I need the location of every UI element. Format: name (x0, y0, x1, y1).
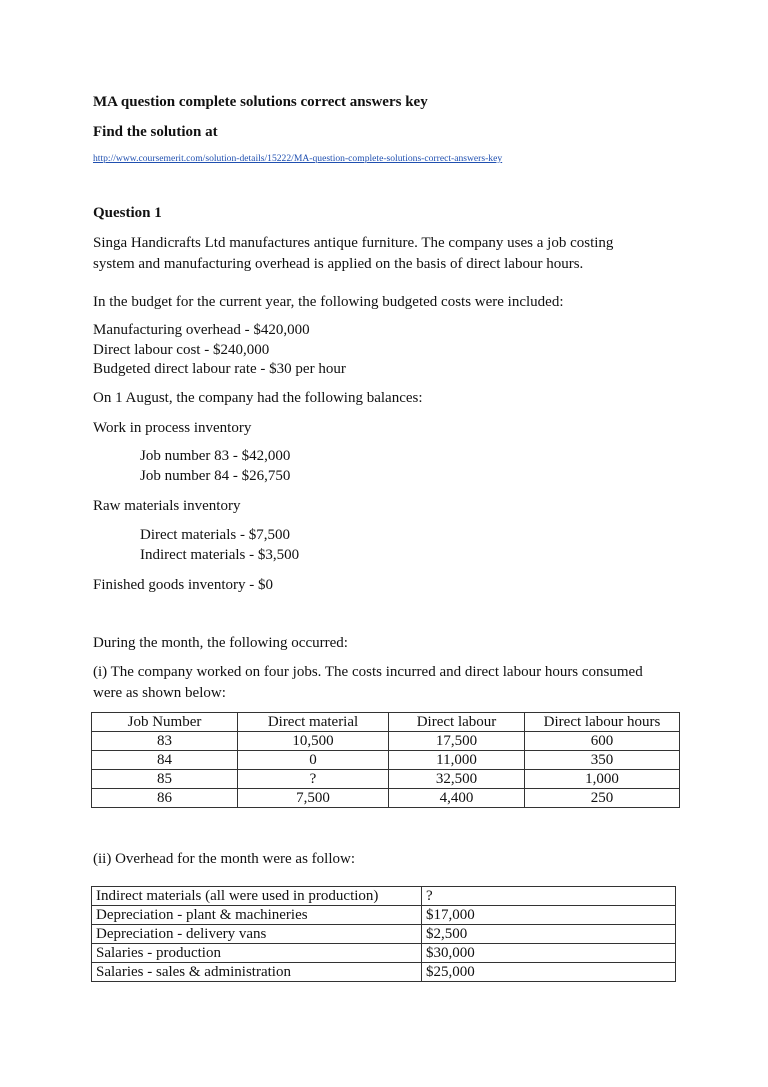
cell: 7,500 (238, 789, 389, 808)
table-row (92, 770, 680, 789)
intro-line: system and manufacturing overhead is applied on the basis of direct labour hours. (93, 256, 584, 272)
solution-link[interactable]: http://www.coursemerit.com/solution-details/15222/MA-question-complete-solutions-correct-answers-key (93, 153, 503, 164)
header-cell: Job Number (92, 713, 238, 732)
cell: 10,500 (238, 732, 389, 751)
raw-item: Direct materials - $7,500 (140, 527, 290, 543)
item-ii: (ii) Overhead for the month were as follow: (93, 851, 355, 867)
cell: Depreciation - delivery vans (92, 925, 422, 944)
cell: 0 (238, 751, 389, 770)
table-row (92, 789, 680, 808)
table-row (92, 963, 676, 982)
table-row (92, 944, 676, 963)
cell: 32,500 (389, 770, 525, 789)
find-solution-label: Find the solution at (93, 124, 218, 140)
raw-heading: Raw materials inventory (93, 498, 241, 514)
wip-item: Job number 84 - $26,750 (140, 468, 291, 484)
cell: 350 (525, 751, 680, 770)
cell: 4,400 (389, 789, 525, 808)
cell: 84 (92, 751, 238, 770)
cell: Depreciation - plant & machineries (92, 906, 422, 925)
finished-goods: Finished goods inventory - $0 (93, 577, 273, 593)
cell: ? (238, 770, 389, 789)
cell: $25,000 (422, 963, 676, 982)
table-row (92, 906, 676, 925)
cell: 85 (92, 770, 238, 789)
item-i: (i) The company worked on four jobs. The costs incurred and direct labour hours consumed (93, 664, 643, 680)
question-heading: Question 1 (93, 205, 162, 221)
cell: $17,000 (422, 906, 676, 925)
cell: Salaries - production (92, 944, 422, 963)
header-cell: Direct labour (389, 713, 525, 732)
header-cell: Direct material (238, 713, 389, 732)
budget-intro: In the budget for the current year, the following budgeted costs were included: (93, 294, 564, 310)
during-intro: During the month, the following occurred: (93, 635, 348, 651)
wip-heading: Work in process inventory (93, 420, 252, 436)
cell: 600 (525, 732, 680, 751)
cell: $30,000 (422, 944, 676, 963)
wip-item: Job number 83 - $42,000 (140, 448, 291, 464)
budget-item: Manufacturing overhead - $420,000 (93, 322, 310, 338)
overhead-table (91, 886, 676, 982)
budget-item: Budgeted direct labour rate - $30 per hour (93, 361, 346, 377)
balances-intro: On 1 August, the company had the following balances: (93, 390, 423, 406)
cell: 83 (92, 732, 238, 751)
cell: $2,500 (422, 925, 676, 944)
cell: Salaries - sales & administration (92, 963, 422, 982)
table-row (92, 751, 680, 770)
table-row (92, 887, 676, 906)
cell: 1,000 (525, 770, 680, 789)
cell: 11,000 (389, 751, 525, 770)
cell: 250 (525, 789, 680, 808)
cell: ? (422, 887, 676, 906)
table-header-row (92, 713, 680, 732)
raw-item: Indirect materials - $3,500 (140, 547, 300, 563)
item-i: were as shown below: (93, 685, 226, 701)
cell: 86 (92, 789, 238, 808)
jobs-table (91, 712, 680, 808)
table-row (92, 732, 680, 751)
intro-line: Singa Handicrafts Ltd manufactures antique furniture. The company uses a job costing (93, 235, 614, 251)
cell: Indirect materials (all were used in production) (92, 887, 422, 906)
budget-item: Direct labour cost - $240,000 (93, 342, 270, 358)
header-cell: Direct labour hours (525, 713, 680, 732)
doc-title: MA question complete solutions correct answers key (93, 94, 428, 110)
table-row (92, 925, 676, 944)
cell: 17,500 (389, 732, 525, 751)
